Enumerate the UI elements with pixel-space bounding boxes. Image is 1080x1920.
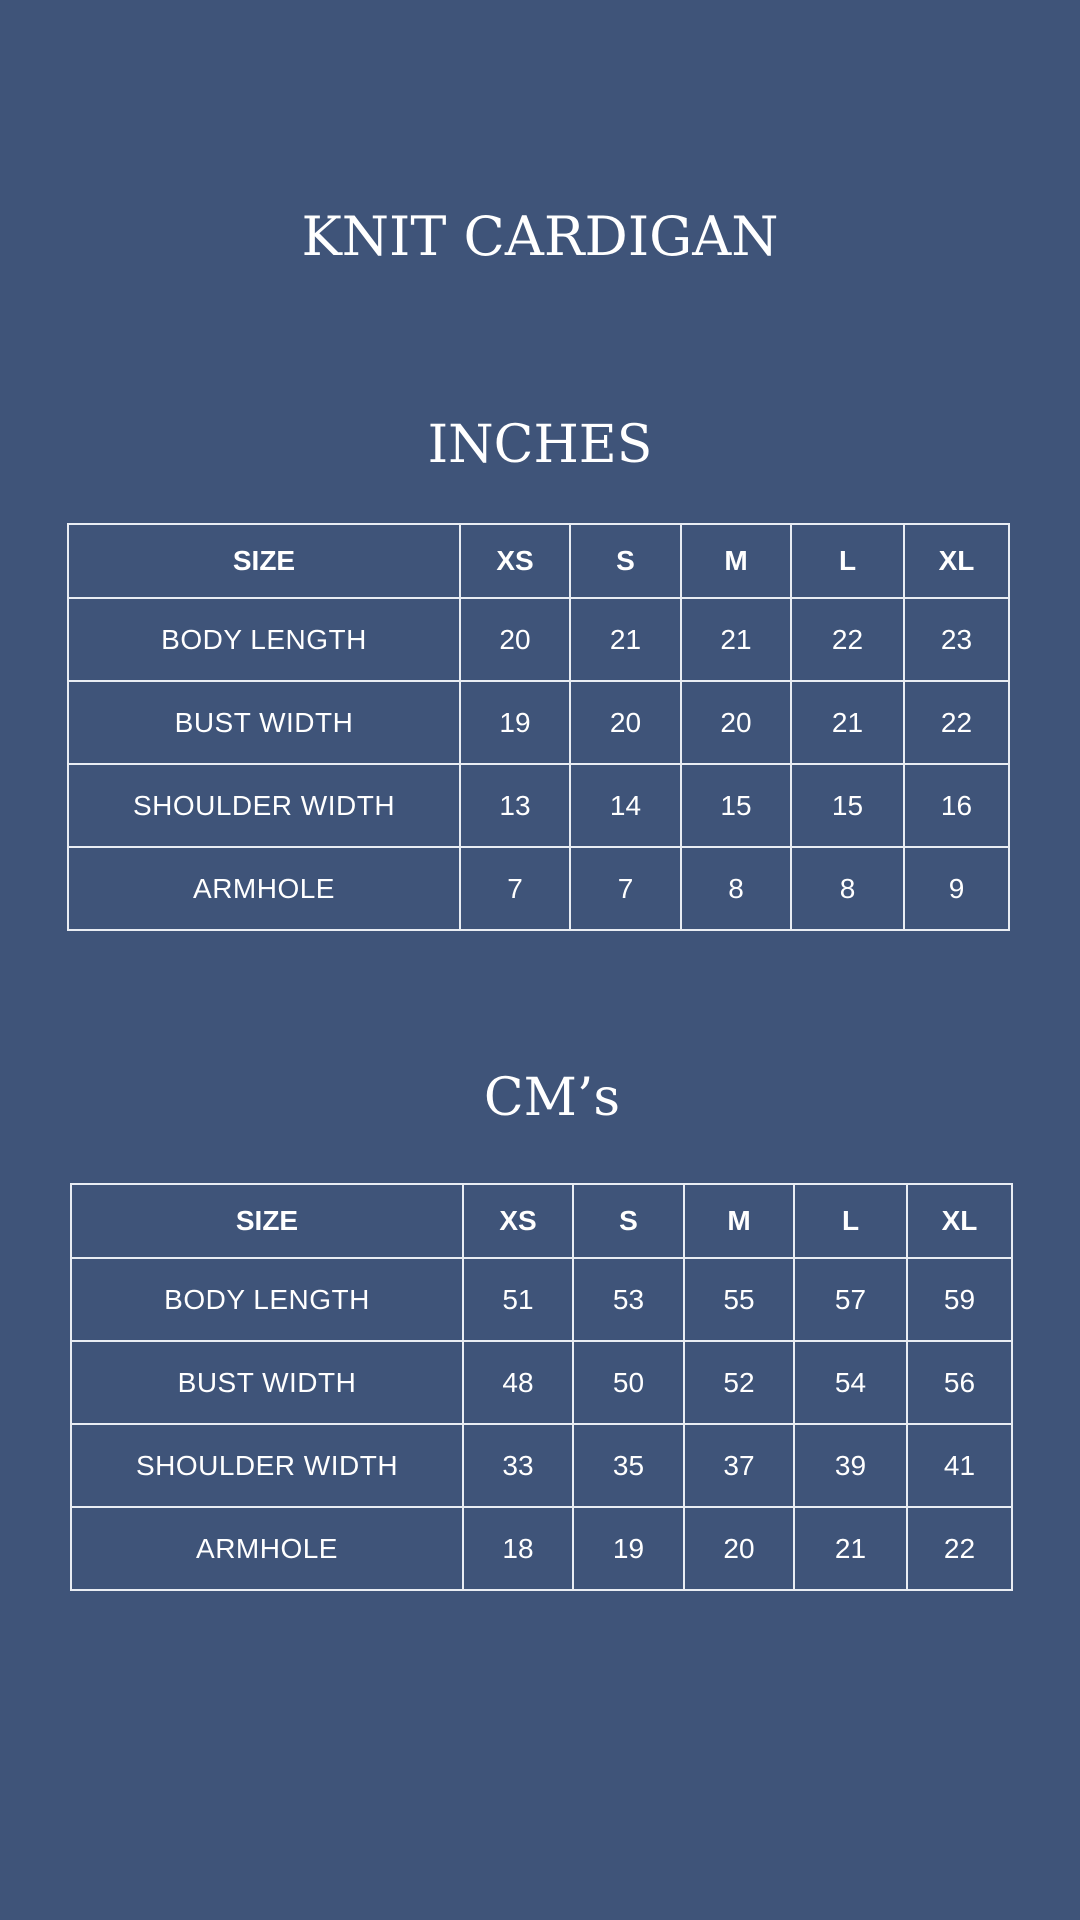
table-cell: 23 bbox=[904, 598, 1009, 681]
header-cell-size: SIZE bbox=[71, 1184, 463, 1258]
table-row bbox=[71, 1424, 1012, 1507]
table-cell: 19 bbox=[573, 1507, 684, 1590]
page-title: KNIT CARDIGAN bbox=[301, 205, 779, 268]
table-cell: 22 bbox=[904, 681, 1009, 764]
row-label: ARMHOLE bbox=[71, 1507, 463, 1590]
table-row bbox=[71, 1341, 1012, 1424]
row-label: BUST WIDTH bbox=[68, 681, 460, 764]
header-cell-s: S bbox=[570, 524, 681, 598]
header-cell-l: L bbox=[794, 1184, 907, 1258]
table-cell: 52 bbox=[684, 1341, 794, 1424]
table-cell: 19 bbox=[460, 681, 570, 764]
table-cell: 8 bbox=[681, 847, 791, 930]
table-cell: 51 bbox=[463, 1258, 573, 1341]
header-cell-m: M bbox=[684, 1184, 794, 1258]
inches-section-heading: INCHES bbox=[427, 415, 653, 475]
row-label: ARMHOLE bbox=[68, 847, 460, 930]
table-cell: 55 bbox=[684, 1258, 794, 1341]
header-cell-xl: XL bbox=[907, 1184, 1012, 1258]
header-cell-s: S bbox=[573, 1184, 684, 1258]
table-cell: 57 bbox=[794, 1258, 907, 1341]
table-cell: 16 bbox=[904, 764, 1009, 847]
table-cell: 56 bbox=[907, 1341, 1012, 1424]
table-cell: 53 bbox=[573, 1258, 684, 1341]
table-cell: 54 bbox=[794, 1341, 907, 1424]
table-header-row bbox=[71, 1184, 1012, 1258]
header-cell-xs: XS bbox=[460, 524, 570, 598]
table-cell: 7 bbox=[460, 847, 570, 930]
table-cell: 21 bbox=[681, 598, 791, 681]
table-cell: 48 bbox=[463, 1341, 573, 1424]
inches-size-table bbox=[67, 523, 1010, 931]
row-label: BODY LENGTH bbox=[71, 1258, 463, 1341]
table-cell: 21 bbox=[570, 598, 681, 681]
header-cell-l: L bbox=[791, 524, 904, 598]
header-cell-m: M bbox=[681, 524, 791, 598]
table-cell: 35 bbox=[573, 1424, 684, 1507]
table-row bbox=[68, 847, 1009, 930]
table-cell: 20 bbox=[460, 598, 570, 681]
cms-size-table bbox=[70, 1183, 1013, 1591]
table-cell: 39 bbox=[794, 1424, 907, 1507]
row-label: BODY LENGTH bbox=[68, 598, 460, 681]
table-cell: 20 bbox=[570, 681, 681, 764]
header-cell-xs: XS bbox=[463, 1184, 573, 1258]
table-row bbox=[68, 598, 1009, 681]
table-cell: 22 bbox=[907, 1507, 1012, 1590]
cms-section-heading: CM’s bbox=[483, 1068, 621, 1128]
table-cell: 9 bbox=[904, 847, 1009, 930]
table-cell: 20 bbox=[681, 681, 791, 764]
table-cell: 15 bbox=[791, 764, 904, 847]
table-cell: 14 bbox=[570, 764, 681, 847]
table-cell: 37 bbox=[684, 1424, 794, 1507]
table-row bbox=[68, 764, 1009, 847]
table-cell: 59 bbox=[907, 1258, 1012, 1341]
table-row bbox=[71, 1258, 1012, 1341]
table-cell: 21 bbox=[791, 681, 904, 764]
row-label: SHOULDER WIDTH bbox=[68, 764, 460, 847]
table-cell: 21 bbox=[794, 1507, 907, 1590]
table-cell: 13 bbox=[460, 764, 570, 847]
table-row bbox=[68, 681, 1009, 764]
row-label: BUST WIDTH bbox=[71, 1341, 463, 1424]
row-label: SHOULDER WIDTH bbox=[71, 1424, 463, 1507]
table-cell: 8 bbox=[791, 847, 904, 930]
table-cell: 22 bbox=[791, 598, 904, 681]
table-cell: 41 bbox=[907, 1424, 1012, 1507]
table-cell: 15 bbox=[681, 764, 791, 847]
table-cell: 18 bbox=[463, 1507, 573, 1590]
table-cell: 7 bbox=[570, 847, 681, 930]
table-cell: 50 bbox=[573, 1341, 684, 1424]
table-cell: 20 bbox=[684, 1507, 794, 1590]
header-cell-size: SIZE bbox=[68, 524, 460, 598]
table-header-row bbox=[68, 524, 1009, 598]
table-cell: 33 bbox=[463, 1424, 573, 1507]
table-row bbox=[71, 1507, 1012, 1590]
header-cell-xl: XL bbox=[904, 524, 1009, 598]
